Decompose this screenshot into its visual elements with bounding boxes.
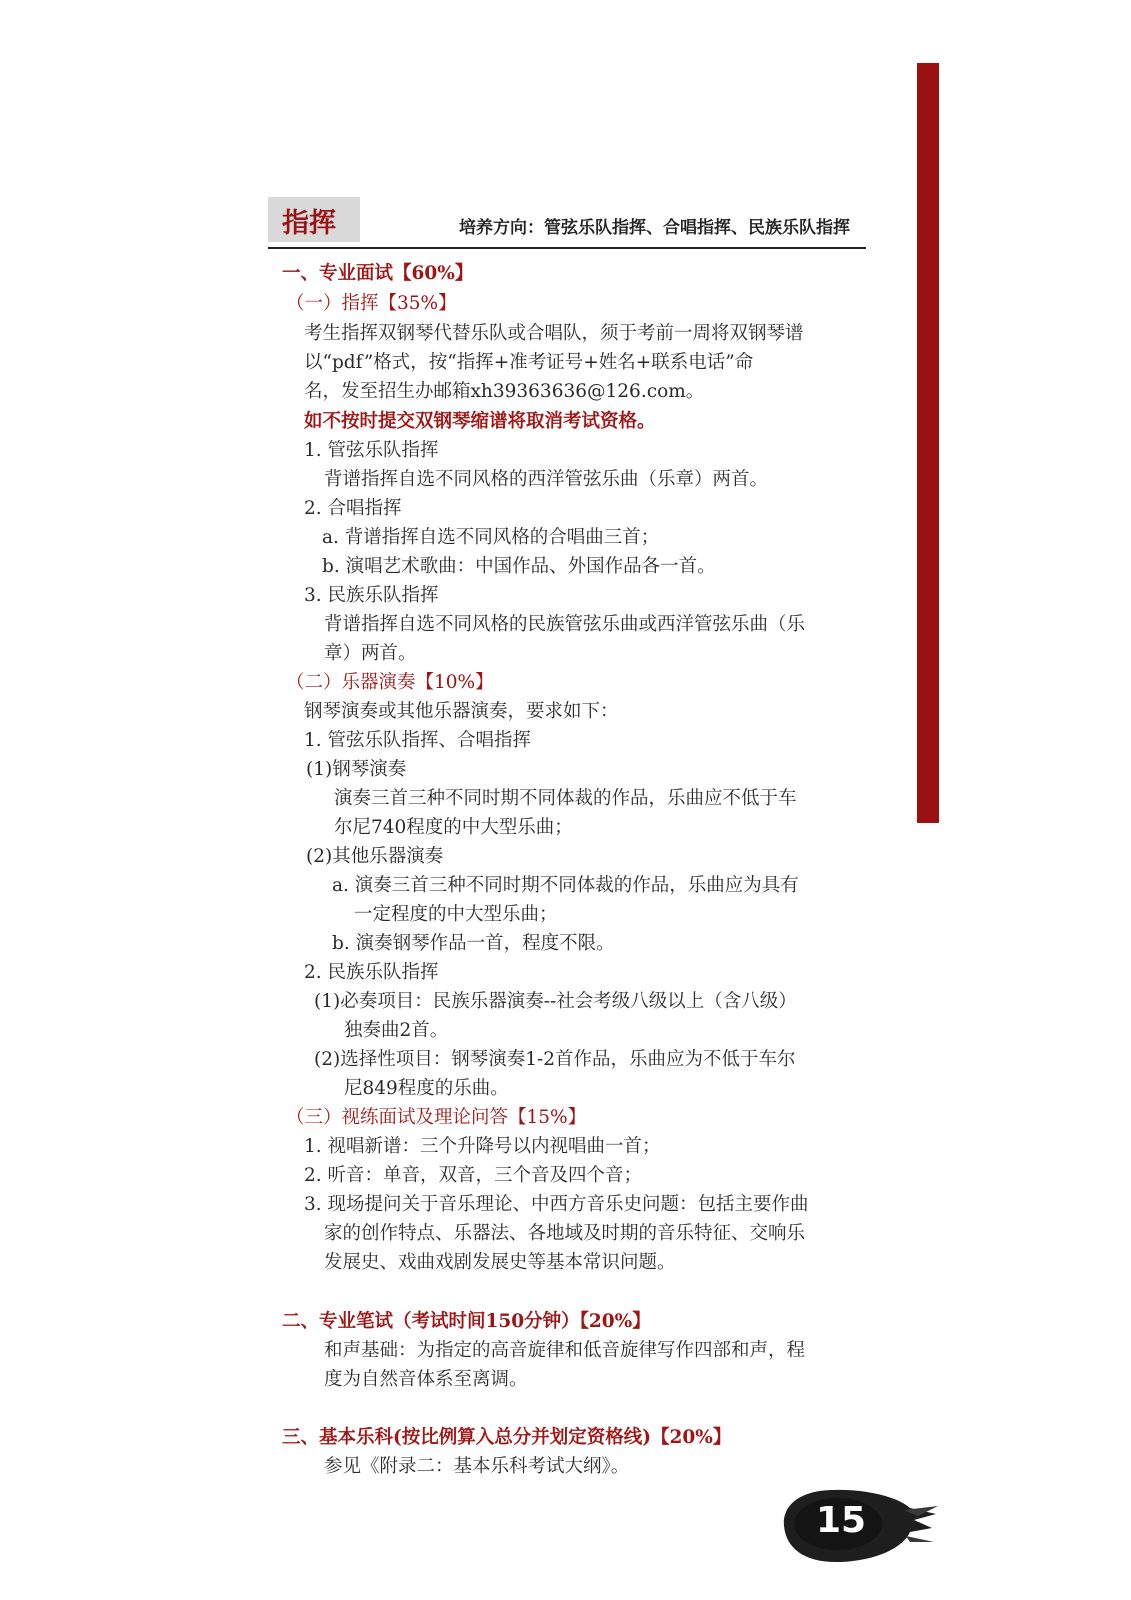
list-item-title: (2)其他乐器演奏	[306, 846, 444, 867]
list-item-text: 尼849程度的乐曲。	[344, 1078, 509, 1099]
list-item-title: 2. 合唱指挥	[304, 498, 402, 519]
page-title: 指挥	[282, 208, 336, 239]
paragraph-line: 名，发至招生办邮箱xh39363636@126.com。	[304, 381, 705, 402]
subsection-heading-sight: （三）视练面试及理论问答【15%】	[286, 1107, 587, 1128]
list-item-text: b. 演唱艺术歌曲：中国作品、外国作品各一首。	[322, 556, 716, 577]
list-item-text: 背谱指挥自选不同风格的西洋管弦乐曲（乐章）两首。	[324, 469, 769, 490]
subsection-heading-instrument: （二）乐器演奏【10%】	[286, 672, 494, 693]
list-item-text: 发展史、戏曲戏剧发展史等基本常识问题。	[324, 1252, 676, 1273]
list-item-text: 背谱指挥自选不同风格的民族管弦乐曲或西洋管弦乐曲（乐	[324, 614, 806, 635]
subsection-heading-conducting: （一）指挥【35%】	[286, 293, 457, 314]
list-item-text: 尔尼740程度的中大型乐曲；	[334, 817, 573, 838]
list-item-text: (1)必奏项目：民族乐器演奏--社会考级八级以上（含八级）	[314, 991, 797, 1012]
paragraph-line: 钢琴演奏或其他乐器演奏，要求如下：	[304, 701, 619, 722]
paragraph-line: 和声基础：为指定的高音旋律和低音旋律写作四部和声，程	[324, 1340, 806, 1361]
list-item-title: (1)钢琴演奏	[306, 759, 407, 780]
training-direction: 培养方向：管弦乐队指挥、合唱指挥、民族乐队指挥	[459, 218, 850, 238]
list-item-text: 一定程度的中大型乐曲；	[354, 904, 558, 925]
list-item-text: 演奏三首三种不同时期不同体裁的作品，乐曲应不低于车	[334, 788, 797, 809]
list-item-text: a. 演奏三首三种不同时期不同体裁的作品，乐曲应为具有	[332, 875, 799, 896]
paragraph-line: 以“pdf”格式，按“指挥+准考证号+姓名+联系电话”命	[304, 352, 754, 373]
list-item-text: 2. 听音：单音，双音，三个音及四个音；	[304, 1165, 643, 1186]
list-item-text: 章）两首。	[324, 643, 417, 664]
list-item-title: 3. 民族乐队指挥	[304, 585, 439, 606]
section-heading-interview: 一、专业面试【60%】	[282, 263, 474, 284]
warning-text: 如不按时提交双钢琴缩谱将取消考试资格。	[304, 411, 656, 432]
decorative-side-bar	[917, 63, 939, 823]
list-item-text: 独奏曲2首。	[344, 1020, 449, 1041]
header-title-tab	[268, 197, 360, 242]
list-item-text: (2)选择性项目：钢琴演奏1-2首作品，乐曲应为不低于车尔	[314, 1049, 796, 1070]
paragraph-line: 参见《附录二：基本乐科考试大纲》。	[324, 1456, 630, 1477]
list-item-text: a. 背谱指挥自选不同风格的合唱曲三首；	[322, 527, 660, 548]
list-item-title: 1. 管弦乐队指挥、合唱指挥	[304, 730, 532, 751]
page-number: 15	[816, 1500, 867, 1541]
list-item-title: 2. 民族乐队指挥	[304, 962, 439, 983]
section-header	[268, 197, 866, 249]
section-heading-basic: 三、基本乐科(按比例算入总分并划定资格线)【20%】	[282, 1427, 732, 1448]
list-item-text: 家的创作特点、乐器法、各地域及时期的音乐特征、交响乐	[324, 1223, 806, 1244]
list-item-text: 1. 视唱新谱：三个升降号以内视唱曲一首；	[304, 1136, 661, 1157]
list-item-text: b. 演奏钢琴作品一首，程度不限。	[332, 933, 615, 954]
paragraph-line: 考生指挥双钢琴代替乐队或合唱队，须于考前一周将双钢琴谱	[304, 323, 804, 344]
section-heading-written: 二、专业笔试（考试时间150分钟）【20%】	[282, 1311, 651, 1332]
page-number-badge	[778, 1484, 938, 1566]
list-item-title: 1. 管弦乐队指挥	[304, 440, 439, 461]
list-item-text: 3. 现场提问关于音乐理论、中西方音乐史问题：包括主要作曲	[304, 1194, 809, 1215]
paragraph-line: 度为自然音体系至离调。	[324, 1369, 528, 1390]
